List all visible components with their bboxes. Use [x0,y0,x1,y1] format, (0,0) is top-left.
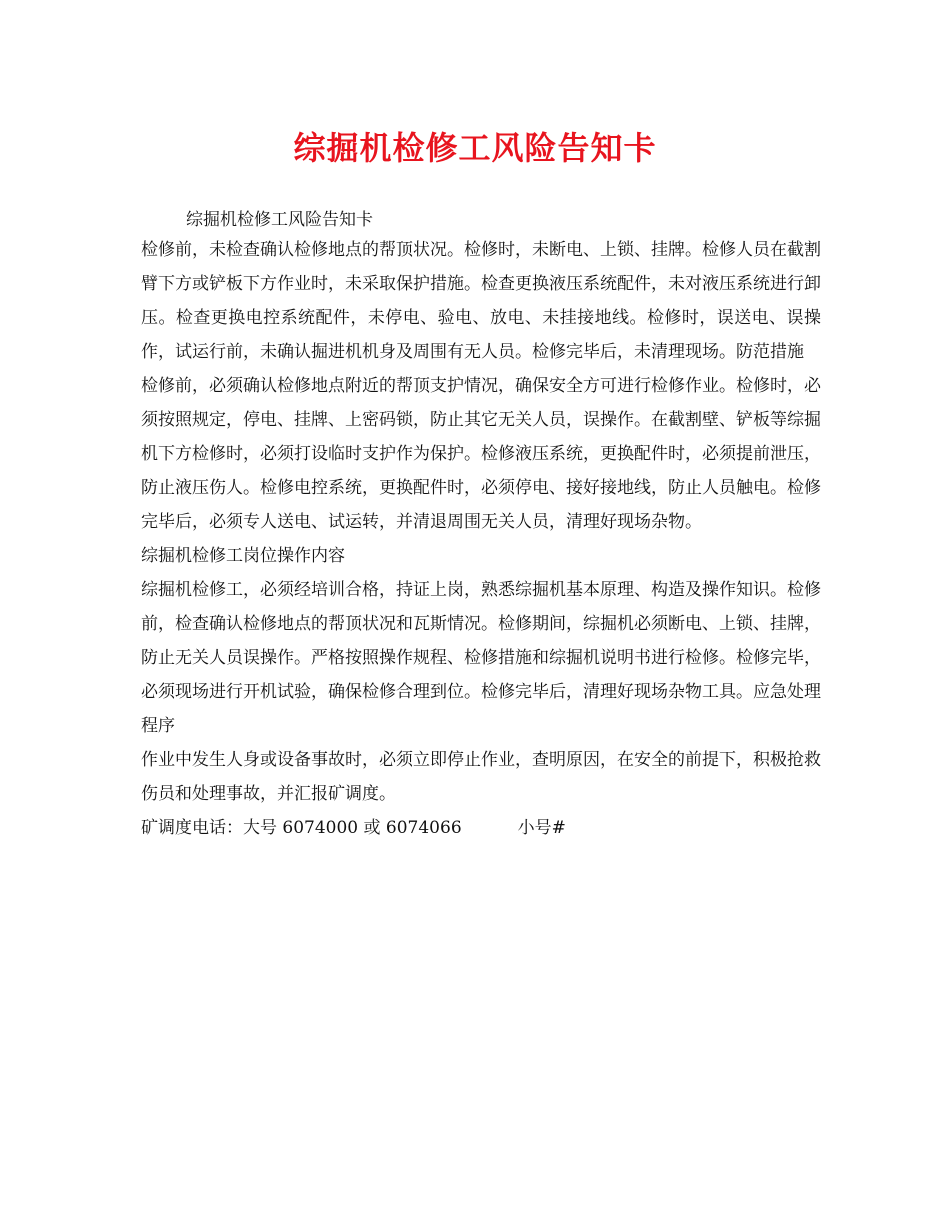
measures-paragraph: 检修前，必须确认检修地点附近的帮顶支护情况，确保安全方可进行检修作业。检修时，必须按照规定，停电、挂牌、上密码锁，防止其它无关人员，误操作。在截割壁、铲板等综掘机下方检修时，必须打设临时支护作为保护。检修液压系统，更换配件时，必须提前泄压，防止液压伤人。检修电控系统，更换配件时，必须停电、接好接地线，防止人员触电。检修完毕后，必须专人送电、试运转，并清退周围无关人员，清理好现场杂物。 [141,376,821,532]
phone-main: 矿调度电话：大号 6074000 或 6074066 [141,818,462,838]
phone-small: 小号# [517,818,566,838]
document-title: 综掘机检修工风险告知卡 [293,129,657,167]
document-body [141,207,821,845]
operations-paragraph: 综掘机检修工，必须经培训合格，持证上岗，熟悉综掘机基本原理、构造及操作知识。检修前，检查确认检修地点的帮顶状况和瓦斯情况。检修期间，综掘机必须断电、上锁、挂牌，防止无关人员误操作。严格按照操作规程、检修措施和综掘机说明书进行检修。检修完毕，必须现场进行开机试验，确保检修合理到位。检修完毕后，清理好现场杂物工具。应急处理程序 [141,580,821,736]
document-subtitle: 综掘机检修工风险告知卡 [186,210,373,230]
emergency-paragraph: 作业中发生人身或设备事故时，必须立即停止作业，查明原因，在安全的前提下，积极抢救伤员和处理事故，并汇报矿调度。 [141,750,821,804]
phone-line [141,811,821,845]
risk-paragraph: 检修前，未检查确认检修地点的帮顶状况。检修时，未断电、上锁、挂牌。检修人员在截割臂下方或铲板下方作业时，未采取保护措施。检查更换液压系统配件，未对液压系统进行卸压。检查更换电控系统配件，未停电、验电、放电、未挂接地线。检修时，误送电、误操作，试运行前，未确认掘进机机身及周围有无人员。检修完毕后，未清理现场。防范措施 [141,240,821,362]
operations-heading: 综掘机检修工岗位操作内容 [141,546,345,566]
